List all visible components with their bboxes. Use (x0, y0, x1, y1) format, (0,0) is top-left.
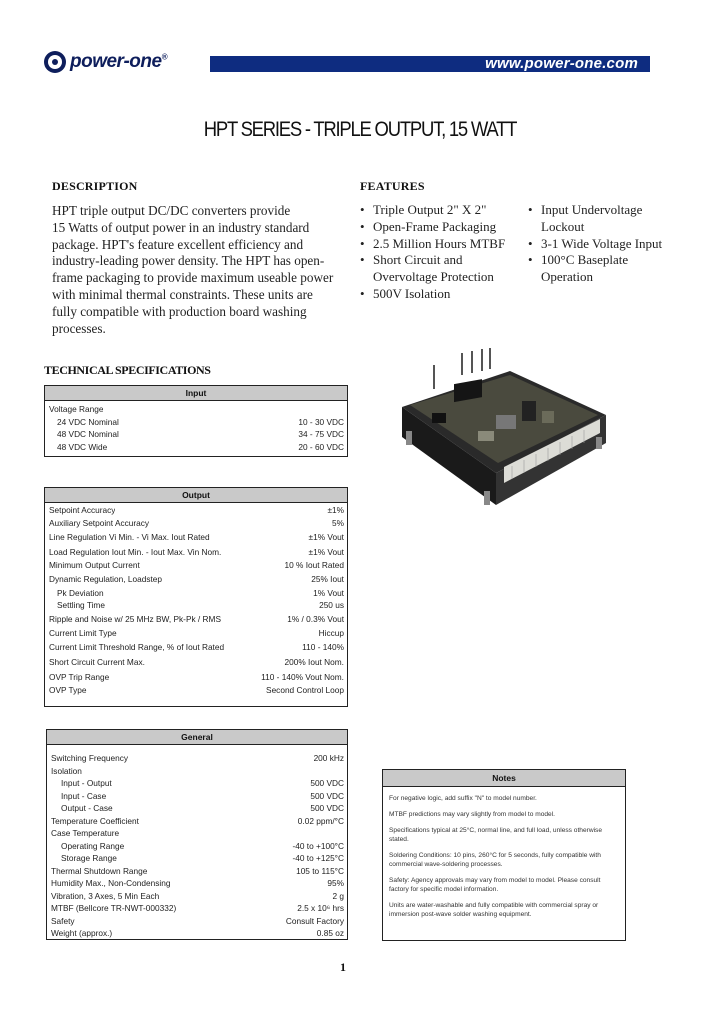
notes-box (382, 769, 626, 941)
spec-label: Input - Case (61, 790, 107, 801)
feature-item: • 500V Isolation (360, 286, 520, 303)
note-item: Units are water-washable and fully compatible with commercial spray or immersion post-wave solder washing equipment. (389, 902, 599, 918)
spec-row (47, 815, 347, 828)
spec-value: 0.85 oz (316, 928, 344, 939)
spec-row (45, 669, 347, 684)
spec-value: 1% / 0.3% Vout (287, 614, 344, 624)
spec-label: Isolation (51, 765, 82, 776)
spec-label: Input - Output (61, 778, 112, 789)
note-item: For negative logic, add suffix "N" to model number. (389, 795, 537, 802)
spec-label: Vibration, 3 Axes, 5 Min Each (51, 890, 160, 901)
input-spec-title: Input (45, 386, 347, 401)
spec-value: -40 to +125°C (292, 853, 344, 864)
spec-label: Ripple and Noise w/ 25 MHz BW, Pk-Pk / RMS (49, 614, 221, 624)
spec-value: 200% Iout Nom. (284, 656, 344, 667)
note-item: Soldering Conditions: 10 pins, 260°C for 5 seconds, fully compatible with commercial wave-soldering processes. (389, 852, 601, 868)
spec-label: Short Circuit Current Max. (49, 656, 145, 667)
note-item: MTBF predictions may vary slightly from model to model. (389, 811, 555, 818)
spec-row (45, 517, 347, 530)
spec-row (47, 777, 347, 790)
spec-value: 200 kHz (313, 753, 344, 764)
page-number: 1 (340, 960, 346, 974)
spec-label: 24 VDC Nominal (57, 416, 119, 427)
spec-row (47, 902, 347, 915)
spec-label: Weight (approx.) (51, 928, 113, 939)
power-one-logo-icon (44, 51, 66, 73)
spec-value: ±1% Vout (308, 546, 344, 557)
general-spec-title: General (47, 730, 347, 745)
spec-row (47, 790, 347, 803)
feature-item: • 3-1 Wide Voltage Input (528, 236, 668, 253)
description-line: processes. (52, 320, 106, 336)
feature-item: • Open-Frame Packaging (360, 219, 520, 236)
spec-row (47, 890, 347, 903)
spec-value: Hiccup (318, 627, 344, 638)
spec-value: ±1% (327, 505, 344, 516)
brand-name: power-one® (70, 51, 167, 72)
spec-label: Thermal Shutdown Range (51, 865, 148, 876)
spec-value: Second Control Loop (266, 685, 344, 696)
spec-value: Consult Factory (285, 915, 344, 926)
spec-value: 105 to 115°C (296, 865, 344, 876)
spec-row (45, 612, 347, 627)
spec-row (45, 529, 347, 544)
spec-value: 500 VDC (310, 803, 344, 814)
spec-label: Humidity Max., Non-Condensing (51, 878, 171, 889)
spec-label: Voltage Range (49, 404, 104, 415)
spec-row (45, 504, 347, 517)
spec-value: 95% (327, 878, 344, 889)
spec-row (45, 572, 347, 587)
spec-value: 5% (332, 517, 344, 528)
feature-item: • 2.5 Million Hours MTBF (360, 236, 520, 253)
notes-title: Notes (383, 770, 625, 787)
spec-label: 48 VDC Wide (57, 441, 108, 452)
spec-row (45, 639, 347, 654)
output-spec-title: Output (45, 488, 347, 503)
spec-row (47, 915, 347, 928)
website-url[interactable]: www.power-one.com (485, 55, 638, 72)
spec-label: Safety (51, 915, 75, 926)
spec-row (45, 599, 347, 612)
spec-value: 110 - 140% (302, 641, 344, 652)
features-heading: FEATURES (360, 179, 425, 193)
spec-row (45, 627, 347, 640)
feature-item: • 100°C Baseplate Operation (528, 252, 668, 286)
spec-value: 0.02 ppm/°C (297, 815, 344, 826)
spec-label: Dynamic Regulation, Loadstep (49, 574, 162, 584)
spec-value: 500 VDC (310, 778, 344, 789)
spec-label: OVP Type (49, 685, 87, 696)
spec-value: 2 g (332, 890, 344, 901)
feature-item: • Triple Output 2" X 2" (360, 202, 520, 219)
spec-row (45, 559, 347, 572)
spec-value: 500 VDC (310, 790, 344, 801)
note-item: Specifications typical at 25°C, normal line, and full load, unless otherwise stated. (389, 827, 603, 843)
spec-label: 48 VDC Nominal (57, 429, 119, 440)
spec-row (47, 877, 347, 890)
spec-value: 250 us (319, 600, 344, 611)
spec-row (45, 403, 347, 416)
spec-value: 2.5 x 10⁶ hrs (297, 903, 344, 914)
features-list-right (528, 202, 668, 286)
document-title: HPT SERIES - TRIPLE OUTPUT, 15 WATT (203, 118, 517, 141)
spec-row (47, 802, 347, 815)
spec-row (47, 765, 347, 778)
spec-value: -40 to +100°C (292, 840, 344, 851)
spec-row (45, 544, 347, 559)
product-photo (392, 345, 612, 515)
spec-label: Switching Frequency (51, 753, 129, 764)
description-line: fully compatible with production board washing (52, 303, 307, 319)
spec-row (47, 827, 347, 840)
spec-row (45, 428, 347, 441)
spec-label: Temperature Coefficient (51, 815, 139, 826)
spec-value: 110 - 140% Vout Nom. (261, 671, 344, 682)
spec-row (45, 587, 347, 600)
spec-label: OVP Trip Range (49, 671, 110, 682)
spec-row (47, 752, 347, 765)
spec-row (45, 684, 347, 697)
spec-value: ±1% Vout (308, 531, 344, 542)
brand-logo (44, 50, 167, 74)
spec-label: Load Regulation Iout Min. - Iout Max. Vin Nom. (49, 546, 222, 557)
spec-label: Current Limit Type (49, 627, 117, 638)
spec-label: Pk Deviation (57, 587, 104, 598)
spec-label: Output - Case (61, 803, 113, 814)
spec-row (45, 416, 347, 429)
description-line: with minimal thermal constraints. These units are (52, 286, 313, 302)
spec-row (47, 927, 347, 940)
description-heading: DESCRIPTION (52, 179, 138, 193)
description-line: HPT triple output DC/DC converters provide (52, 203, 291, 218)
spec-value: 20 - 60 VDC (298, 441, 344, 452)
features-list-left (360, 202, 520, 303)
spec-label: Settling Time (57, 600, 105, 611)
spec-label: Operating Range (61, 840, 125, 851)
description-line: 15 Watts of output power in an industry standard (52, 219, 310, 235)
input-spec-table (44, 385, 348, 457)
spec-value: 10 % Iout Rated (284, 560, 344, 571)
spec-label: Case Temperature (51, 828, 120, 839)
spec-label: Current Limit Threshold Range, % of Iout Rated (49, 641, 225, 652)
spec-row (45, 441, 347, 454)
spec-value: 10 - 30 VDC (298, 416, 344, 427)
output-spec-table (44, 487, 348, 707)
spec-label: Storage Range (61, 853, 117, 864)
spec-row (47, 852, 347, 865)
spec-label: Setpoint Accuracy (49, 505, 116, 516)
spec-value: 1% Vout (313, 587, 344, 598)
spec-row (45, 654, 347, 669)
note-item: Safety: Agency approvals may vary from model to model. Please consult factory for specific model information. (389, 877, 601, 893)
spec-row (47, 865, 347, 878)
spec-label: Auxiliary Setpoint Accuracy (49, 517, 150, 528)
description-line: package. HPT's feature excellent efficiency and (52, 236, 304, 252)
spec-label: Line Regulation Vi Min. - Vi Max. Iout Rated (49, 531, 210, 542)
feature-item: • Input Undervoltage Lockout (528, 202, 668, 236)
spec-label: MTBF (Bellcore TR-NWT-000332) (51, 903, 177, 914)
spec-row (47, 840, 347, 853)
description-line: frame packaging to provide maximum useable power (52, 270, 334, 286)
spec-label: Minimum Output Current (49, 560, 140, 571)
feature-item: • Short Circuit and Overvoltage Protection (360, 252, 520, 286)
tech-specs-heading: TECHNICAL SPECIFICATIONS (44, 363, 211, 377)
description-line: industry-leading power density. The HPT has open- (52, 253, 325, 269)
description-text (52, 203, 348, 337)
spec-value: 25% Iout (311, 574, 344, 584)
spec-value: 34 - 75 VDC (298, 429, 344, 440)
general-spec-table (46, 729, 348, 940)
